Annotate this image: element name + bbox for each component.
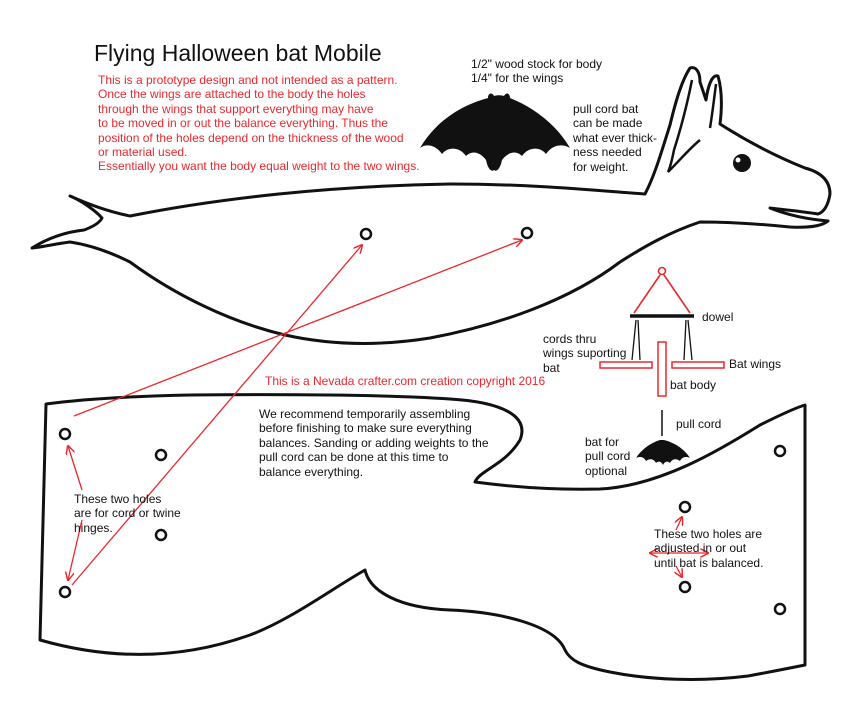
adjust-note (654, 527, 763, 570)
hinge-note (74, 492, 181, 535)
label-cords (543, 332, 626, 375)
adjust-note-line: until bat is balanced. (654, 555, 764, 570)
label-bat-wings: Bat wings (729, 357, 782, 371)
label-bat-body: bat body (670, 378, 717, 392)
label-bat-for-line: bat for (585, 435, 620, 449)
mobile-bat-body (658, 342, 666, 396)
intro-line: Essentially you want the body equal weight to the two wings. (98, 159, 420, 174)
recommend-note (259, 407, 489, 479)
intro-line: or material used. (98, 144, 188, 159)
label-bat-for-line: optional (585, 463, 628, 478)
recommend-line: before finishing to make sure everything (259, 421, 472, 436)
recommend-line: pull cord can be done at this time to (259, 450, 449, 465)
label-cords-line: cords thru (543, 332, 597, 346)
stock-note (471, 57, 602, 86)
intro-note (98, 73, 420, 174)
intro-line: to be moved in or out the balance everything. Thus the (98, 116, 388, 131)
stock-line: 1/4" for the wings (471, 71, 564, 86)
page-title: Flying Halloween bat Mobile (94, 40, 382, 66)
label-bat-for-line: pull cord (585, 449, 631, 464)
pull-cord-note-line: ness needed (573, 145, 642, 160)
recommend-line: balance everything. (259, 464, 364, 479)
bat-eye (733, 154, 751, 172)
label-cords-line: bat (543, 360, 560, 375)
pull-cord-note-line: pull cord bat (573, 102, 639, 116)
copyright-note: This is a Nevada crafter.com creation copyright 2016 (265, 374, 546, 388)
pull-cord-note (573, 102, 657, 174)
stock-line: 1/2" wood stock for body (471, 57, 602, 71)
recommend-line: balances. Sanding or adding weights to the (259, 435, 489, 450)
intro-line: position of the holes depend on the thickness of the wood (98, 130, 404, 145)
pull-cord-note-line: what ever thick- (573, 130, 658, 145)
pull-cord-note-line: for weight. (573, 159, 629, 174)
hinge-note-line: hinges. (74, 520, 113, 535)
bat-eye-highlight (736, 158, 741, 163)
pull-cord-note-line: can be made (573, 116, 643, 131)
label-pull-cord: pull cord (676, 417, 722, 431)
label-bat-for (585, 435, 630, 478)
hinge-note-line: These two holes (74, 492, 162, 506)
intro-line: through the wings that support everything may have (98, 101, 374, 116)
recommend-line: We recommend temporarily assembling (259, 407, 471, 421)
intro-line: Once the wings are attached to the body the holes (98, 87, 366, 102)
mobile-wing-right (672, 362, 724, 368)
label-cords-line: wings suporting (543, 346, 627, 361)
label-dowel: dowel (702, 310, 734, 324)
adjust-note-line: adjusted in or out (654, 541, 747, 556)
intro-line: This is a prototype design and not intended as a pattern. (98, 73, 398, 87)
adjust-note-line: These two holes are (654, 527, 763, 541)
hinge-note-line: are for cord or twine (74, 506, 181, 521)
